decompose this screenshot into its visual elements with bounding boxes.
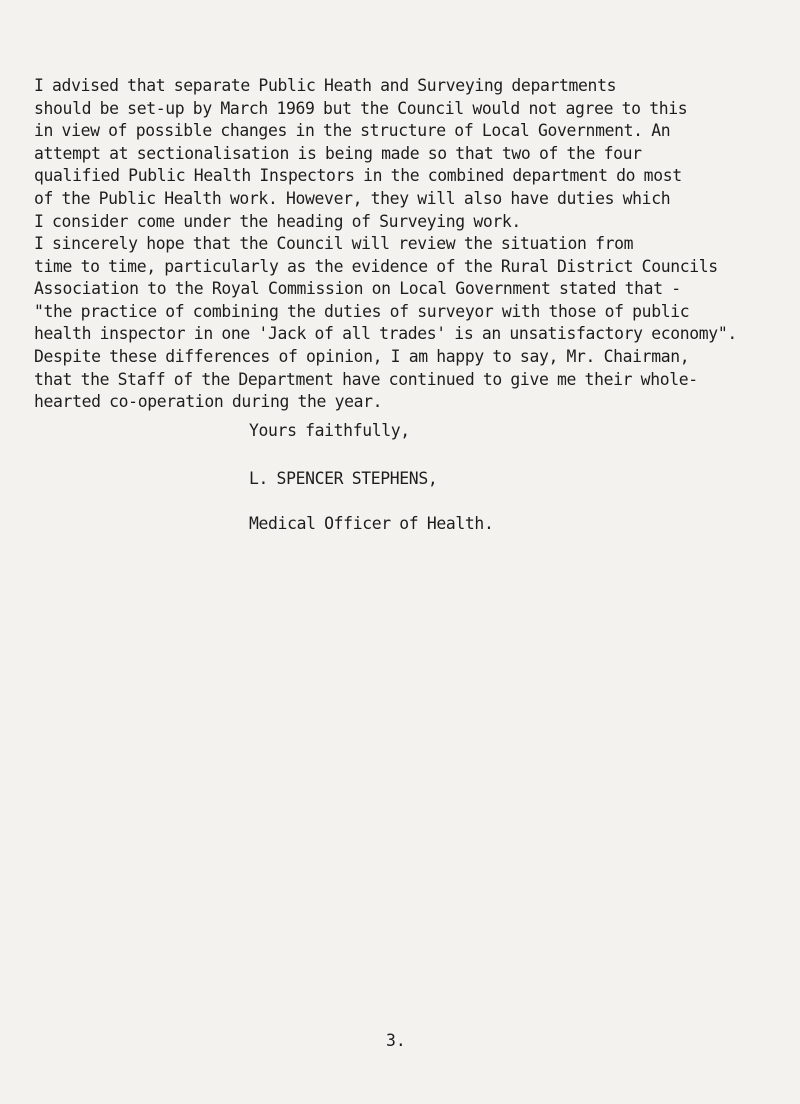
paragraph-text: I sincerely hope that the Council will review the situation from time to time, particularly as the evidence of the Rural District Councils Association to the Royal Commission on Local Government stated that - "the practice of combining the duties of surveyor with those of public health inspector in one 'Jack of all trades' is an unsatisfactory economy".	[34, 234, 737, 344]
paragraph-departments	[34, 75, 774, 233]
paragraph-review	[34, 233, 774, 346]
signatory-name: L. SPENCER STEPHENS,	[249, 469, 438, 488]
signatory-title: Medical Officer of Health.	[249, 514, 494, 533]
paragraph-staff	[34, 346, 774, 414]
valediction: Yours faithfully,	[249, 421, 410, 440]
paragraph-text: Despite these differences of opinion, I am happy to say, Mr. Chairman, that the Staff of the Department have continued to give me their whole- hearted co-operation during the year.	[34, 347, 698, 412]
page-number: 3.	[386, 1031, 406, 1050]
paragraph-text: I advised that separate Public Heath and Surveying departments should be set-up by March 1969 but the Council would not agree to this in view of possible changes in the structure of Local Government. An attempt at sectionalisation is being made so that two of the four qualified Public Health Inspectors in the combined department do most of the Public Health work. However, they will also have duties which I consider come under the heading of Surveying work.	[34, 76, 688, 231]
